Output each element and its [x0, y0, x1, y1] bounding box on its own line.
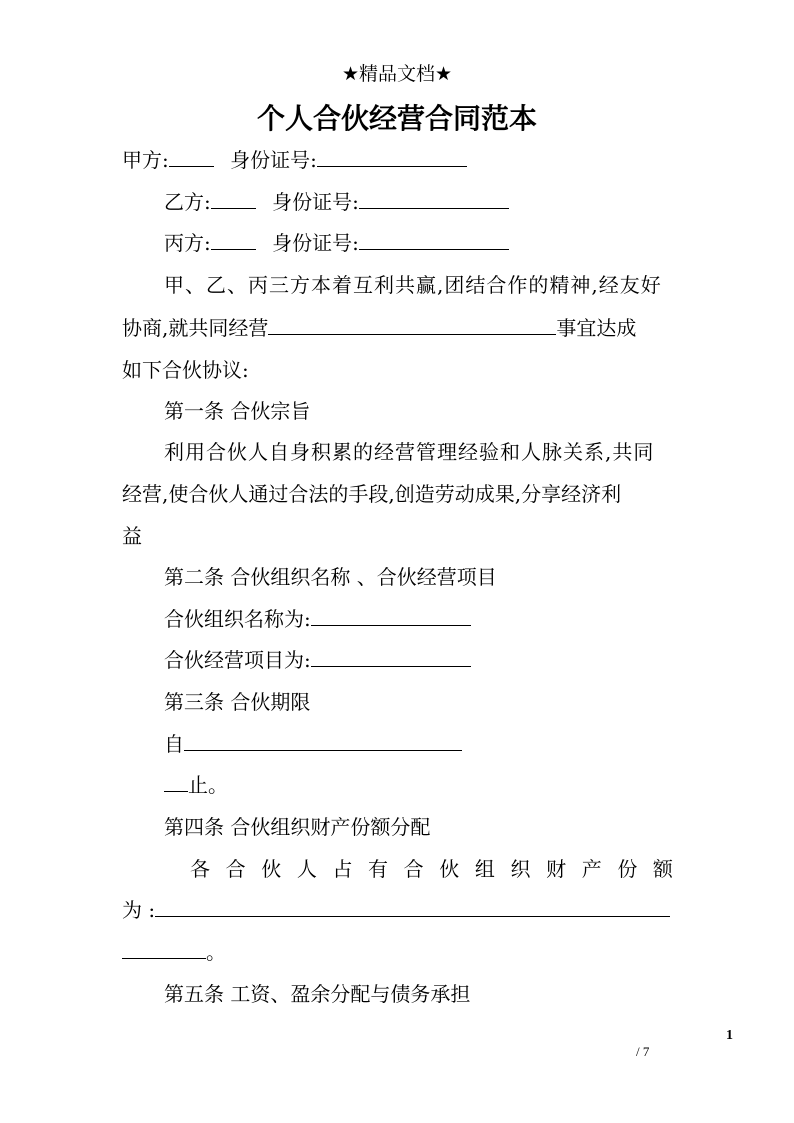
project-line — [164, 648, 471, 672]
document-header: ★精品文档★ — [341, 63, 453, 85]
article-1-line-1: 利用合伙人自身积累的经营管理经验和人脉关系,共同 — [164, 440, 655, 464]
party-b-line — [164, 190, 509, 214]
intro-line-2-start: 协商,就共同经营 — [122, 316, 269, 340]
justified-char: 各 — [190, 857, 210, 881]
party-c-id-blank — [359, 231, 509, 250]
party-c-id-label: 身份证号: — [272, 231, 359, 255]
term-until-blank — [164, 773, 188, 792]
justified-char: 有 — [368, 857, 389, 881]
article-1-heading: 第一条 合伙宗旨 — [164, 399, 311, 423]
article-4-line-2 — [122, 898, 670, 922]
document-title: 个人合伙经营合同范本 — [256, 102, 537, 135]
justified-char: 占 — [332, 857, 353, 881]
share-blank-continued — [122, 940, 206, 959]
party-c-label: 丙方: — [164, 231, 211, 255]
justified-char: 人 — [296, 857, 317, 881]
term-from-line — [164, 732, 462, 756]
article-4-line-2-start: 为 : — [122, 898, 156, 922]
party-c-blank — [211, 231, 256, 250]
term-from-blank — [184, 732, 462, 751]
intro-line-1: 甲、乙、丙三方本着互利共赢,团结合作的精神,经友好 — [164, 273, 662, 297]
org-name-label: 合伙组织名称为: — [164, 607, 311, 631]
party-a-line — [122, 148, 467, 172]
justified-char: 产 — [581, 857, 602, 881]
article-1-line-3: 益 — [122, 524, 142, 548]
justified-char: 组 — [474, 857, 495, 881]
justified-char: 伙 — [439, 857, 460, 881]
party-b-blank — [211, 190, 256, 209]
article-4-line-1 — [190, 857, 673, 881]
article-5-heading: 第五条 工资、盈余分配与债务承担 — [164, 982, 471, 1006]
org-name-blank — [311, 607, 471, 626]
page-number: 1 — [726, 1028, 733, 1043]
party-a-label: 甲方: — [122, 148, 169, 172]
article-2-heading: 第二条 合伙组织名称 、合伙经营项目 — [164, 565, 497, 589]
project-blank — [311, 648, 471, 667]
party-b-label: 乙方: — [164, 190, 211, 214]
article-4-line-3 — [122, 940, 226, 964]
party-a-blank — [169, 148, 214, 167]
article-3-heading: 第三条 合伙期限 — [164, 690, 311, 714]
justified-char: 织 — [510, 857, 531, 881]
justified-char: 伙 — [261, 857, 282, 881]
business-blank — [268, 316, 556, 335]
intro-line-2-end: 事宜达成 — [556, 316, 637, 340]
justified-char: 合 — [403, 857, 424, 881]
project-label: 合伙经营项目为: — [164, 648, 311, 672]
share-blank — [155, 898, 670, 917]
party-a-id-label: 身份证号: — [230, 148, 317, 172]
term-from-label: 自 — [164, 732, 184, 756]
justified-char: 财 — [546, 857, 567, 881]
justified-char: 额 — [652, 857, 673, 881]
party-a-id-blank — [317, 148, 467, 167]
org-name-line — [164, 607, 471, 631]
intro-line-2 — [122, 316, 636, 340]
page-total: / 7 — [636, 1044, 650, 1059]
term-until-line — [164, 773, 228, 797]
article-4-line-3-end: 。 — [206, 940, 226, 964]
party-c-line — [164, 231, 509, 255]
justified-char: 份 — [617, 857, 638, 881]
article-1-line-2: 经营,使合伙人通过合法的手段,创造劳动成果,分享经济利 — [122, 482, 622, 506]
party-b-id-blank — [359, 190, 509, 209]
term-until-label: 止。 — [188, 773, 228, 797]
intro-line-3: 如下合伙协议: — [122, 358, 249, 382]
party-b-id-label: 身份证号: — [272, 190, 359, 214]
article-4-heading: 第四条 合伙组织财产份额分配 — [164, 815, 431, 839]
justified-char: 合 — [225, 857, 246, 881]
